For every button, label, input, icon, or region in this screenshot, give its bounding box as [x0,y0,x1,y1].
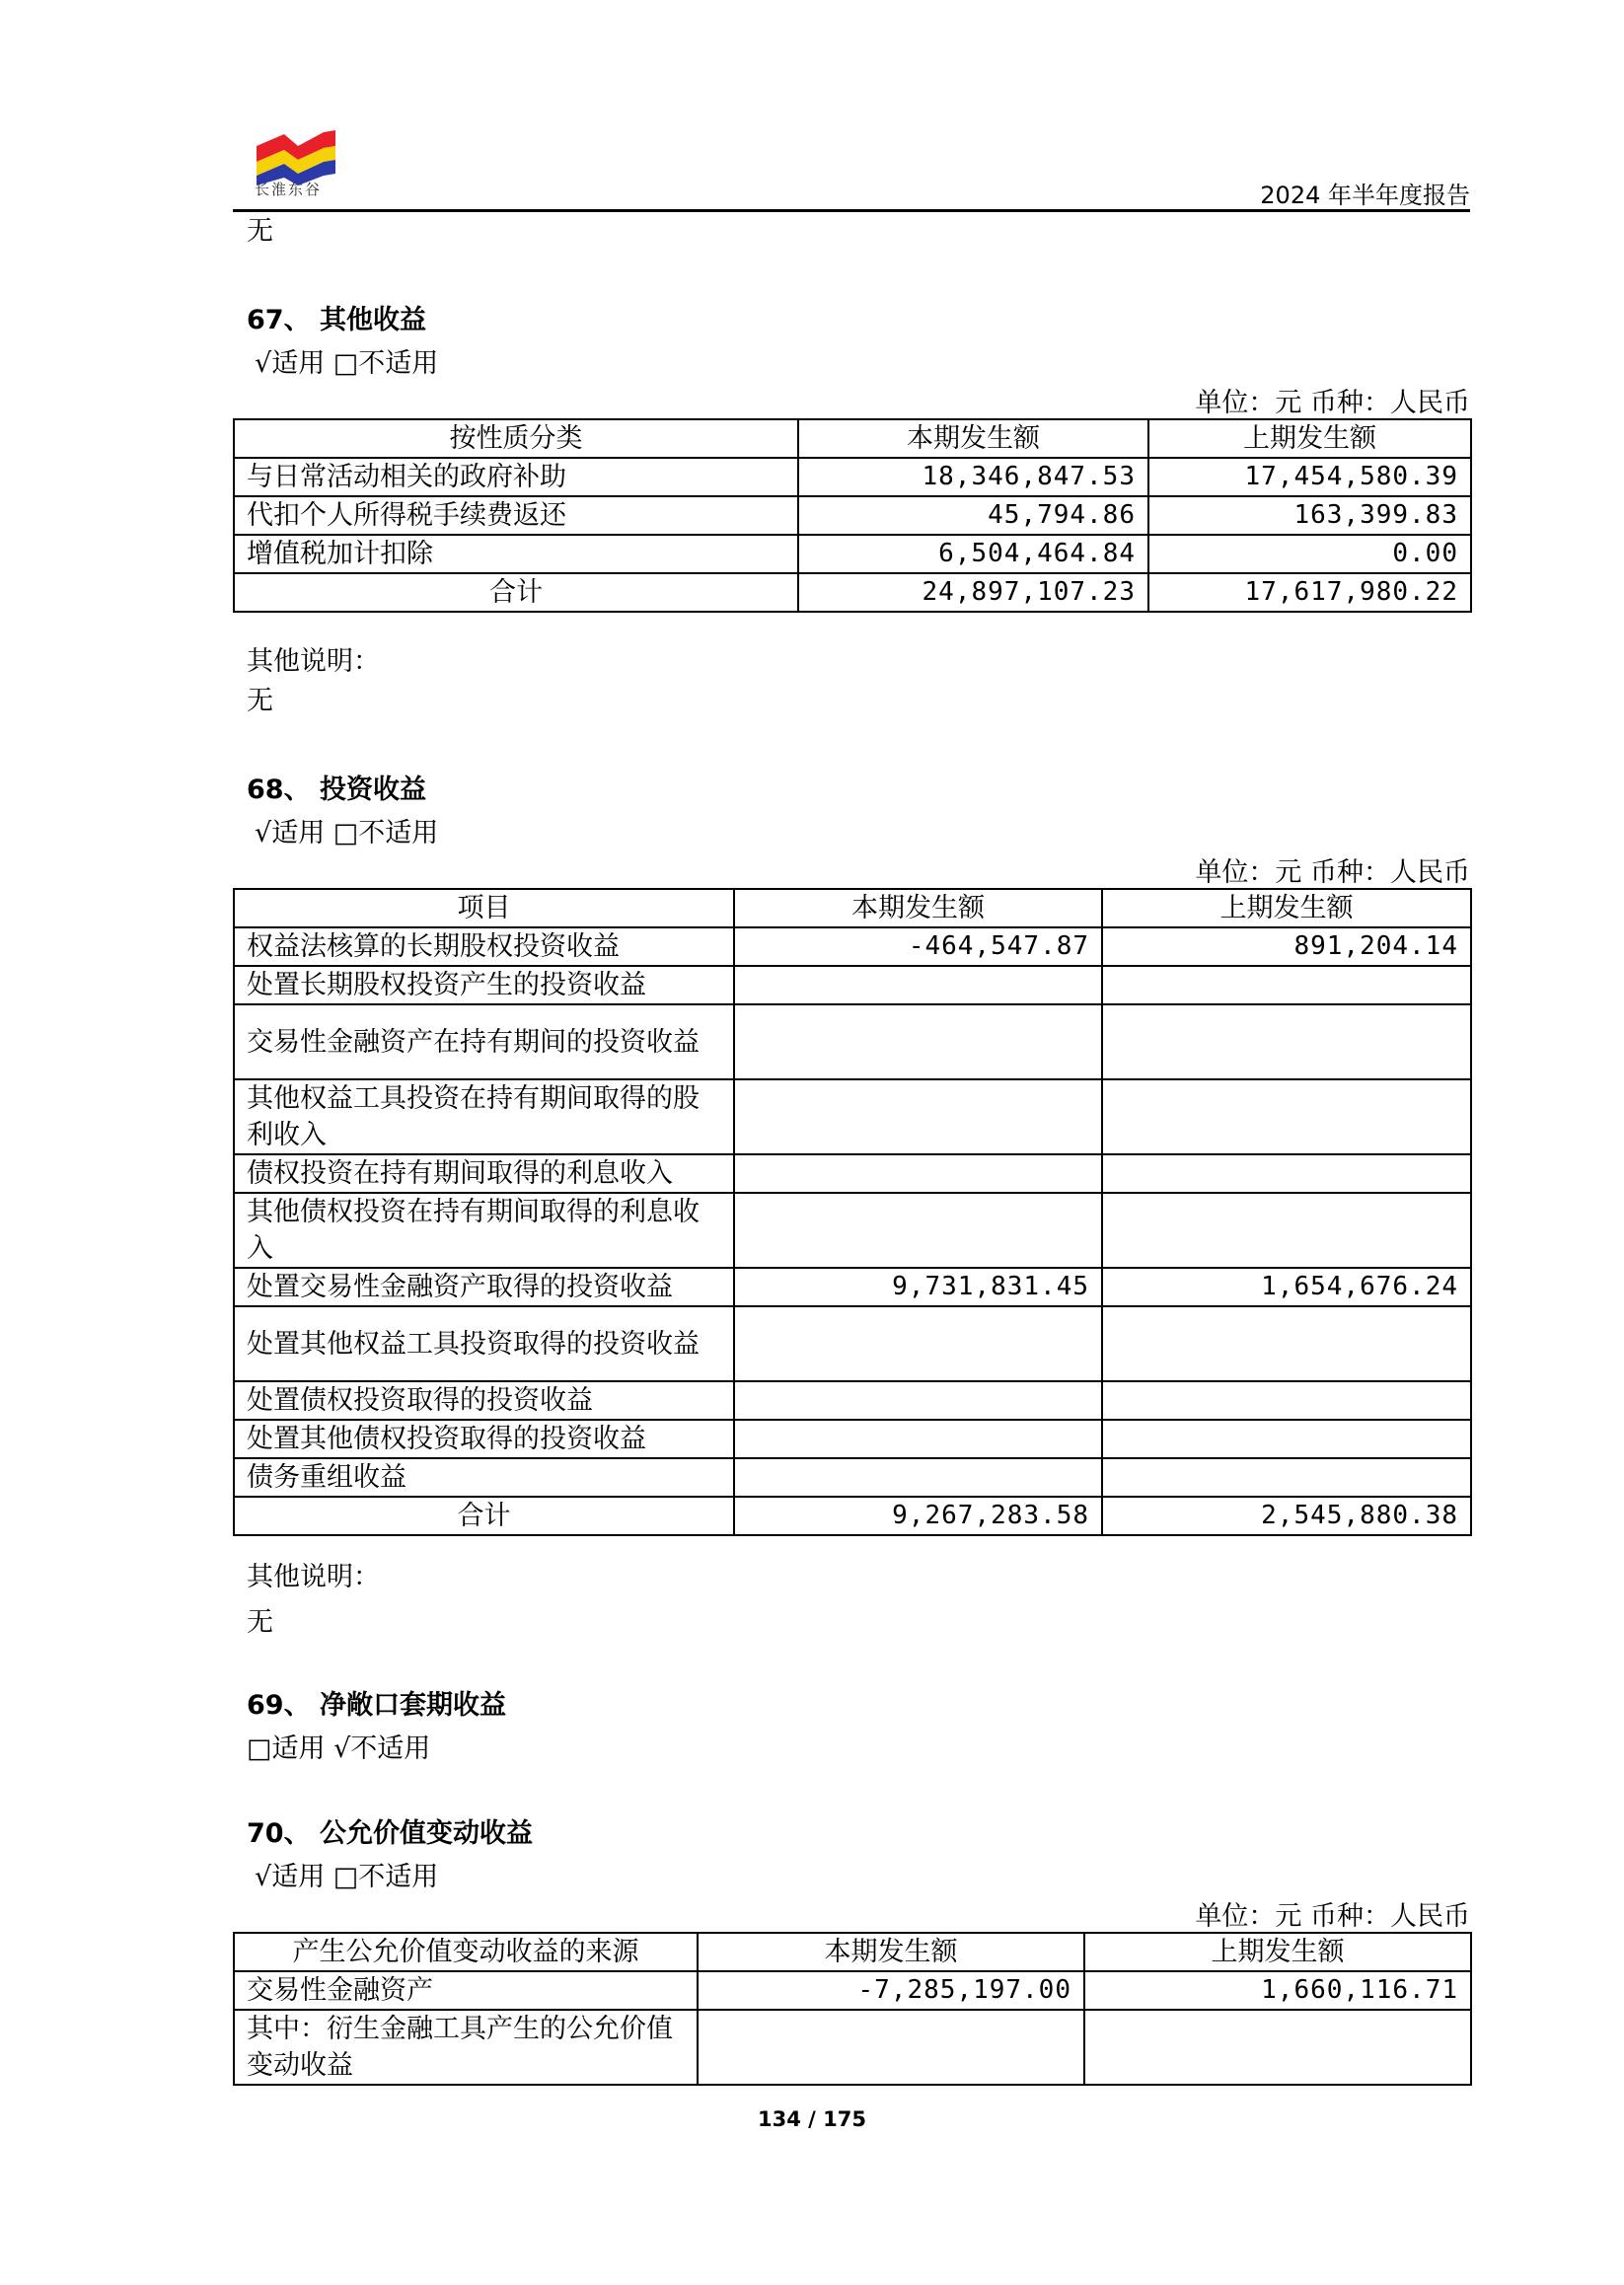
section-67-note-label: 其他说明： [247,646,380,677]
column-header: 按性质分类 [234,419,798,458]
row-label: 处置长期股权投资产生的投资收益 [234,966,734,1004]
current-amount: 6,504,464.84 [798,535,1148,573]
section-68-heading: 68、 投资收益 [247,774,426,805]
table-row [234,1458,1471,1497]
prior-amount: 17,617,980.22 [1148,573,1471,612]
table-row [234,927,1471,966]
table-row [234,1420,1471,1458]
row-label: 处置交易性金融资产取得的投资收益 [234,1268,734,1306]
column-header: 上期发生额 [1148,419,1471,458]
prior-amount: 1,660,116.71 [1084,1971,1471,2010]
current-amount: -7,285,197.00 [698,1971,1084,2010]
row-label: 其他债权投资在持有期间取得的利息收入 [234,1193,734,1268]
row-label: 与日常活动相关的政府补助 [234,458,798,496]
prior-amount [1102,1004,1471,1079]
table-row [234,1268,1471,1306]
table-header-row [234,419,1471,458]
section-67-applicable: √适用 □不适用 [255,348,439,379]
table-row [234,1193,1471,1268]
current-amount: 45,794.86 [798,496,1148,535]
current-amount: -464,547.87 [734,927,1102,966]
prior-amount [1102,1381,1471,1420]
report-title: 2024 年半年度报告 [1260,182,1470,209]
prior-amount: 0.00 [1148,535,1471,573]
intro-text: 无 [247,216,273,247]
row-label: 处置债权投资取得的投资收益 [234,1381,734,1420]
table-row [234,1381,1471,1420]
table-row [234,1971,1471,2010]
prior-amount: 1,654,676.24 [1102,1268,1471,1306]
prior-amount: 17,454,580.39 [1148,458,1471,496]
prior-amount [1102,1079,1471,1154]
row-label: 其他权益工具投资在持有期间取得的股利收入 [234,1079,734,1154]
investment-income-table [233,888,1472,1536]
column-header: 项目 [234,889,734,927]
column-header: 本期发生额 [798,419,1148,458]
current-amount: 9,267,283.58 [734,1497,1102,1535]
column-header: 上期发生额 [1102,889,1471,927]
row-label: 合计 [234,573,798,612]
row-label: 债权投资在持有期间取得的利息收入 [234,1154,734,1193]
current-amount [734,1306,1102,1381]
current-amount [734,1004,1102,1079]
page-number: 134 / 175 [758,2107,866,2131]
prior-amount: 163,399.83 [1148,496,1471,535]
table-row [234,458,1471,496]
section-68-unit: 单位：元 币种：人民币 [1195,857,1470,888]
prior-amount: 891,204.14 [1102,927,1471,966]
table-header-row [234,889,1471,927]
current-amount [734,1458,1102,1497]
table-row [234,1306,1471,1381]
column-header: 本期发生额 [698,1933,1084,1971]
header-divider [233,209,1470,212]
prior-amount [1102,1306,1471,1381]
section-68-note-text: 无 [247,1607,273,1638]
table-row [234,535,1471,573]
current-amount [698,2010,1084,2085]
row-label: 代扣个人所得税手续费返还 [234,496,798,535]
row-label: 增值税加计扣除 [234,535,798,573]
row-label: 处置其他权益工具投资取得的投资收益 [234,1306,734,1381]
prior-amount: 2,545,880.38 [1102,1497,1471,1535]
table-header-row [234,1933,1471,1971]
prior-amount [1084,2010,1471,2085]
section-70-applicable: √适用 □不适用 [255,1862,439,1892]
total-row [234,573,1471,612]
row-label: 交易性金融资产 [234,1971,698,2010]
row-label: 其中：衍生金融工具产生的公允价值变动收益 [234,2010,698,2085]
other-income-table [233,418,1472,613]
row-label: 债务重组收益 [234,1458,734,1497]
section-69-applicable: □适用 √不适用 [247,1733,431,1764]
current-amount: 18,346,847.53 [798,458,1148,496]
table-row [234,2010,1471,2085]
current-amount [734,1079,1102,1154]
current-amount: 9,731,831.45 [734,1268,1102,1306]
total-row [234,1497,1471,1535]
prior-amount [1102,1154,1471,1193]
prior-amount [1102,1458,1471,1497]
current-amount: 24,897,107.23 [798,573,1148,612]
row-label: 处置其他债权投资取得的投资收益 [234,1420,734,1458]
column-header: 本期发生额 [734,889,1102,927]
row-label: 交易性金融资产在持有期间的投资收益 [234,1004,734,1079]
section-70-heading: 70、 公允价值变动收益 [247,1818,533,1849]
section-67-unit: 单位：元 币种：人民币 [1195,388,1470,418]
section-67-note-text: 无 [247,686,273,716]
section-67-heading: 67、 其他收益 [247,305,426,335]
current-amount [734,1381,1102,1420]
row-label: 权益法核算的长期股权投资收益 [234,927,734,966]
table-row [234,496,1471,535]
row-label: 合计 [234,1497,734,1535]
section-68-note-label: 其他说明： [247,1562,380,1592]
current-amount [734,1193,1102,1268]
current-amount [734,1420,1102,1458]
fair-value-change-table [233,1932,1472,2086]
column-header: 产生公允价值变动收益的来源 [234,1933,698,1971]
prior-amount [1102,966,1471,1004]
table-row [234,966,1471,1004]
current-amount [734,966,1102,1004]
section-69-heading: 69、 净敞口套期收益 [247,1690,506,1721]
prior-amount [1102,1193,1471,1268]
current-amount [734,1154,1102,1193]
table-row [234,1154,1471,1193]
section-68-applicable: √适用 □不适用 [255,818,439,848]
section-70-unit: 单位：元 币种：人民币 [1195,1901,1470,1932]
table-row [234,1079,1471,1154]
table-row [234,1004,1471,1079]
prior-amount [1102,1420,1471,1458]
logo-text: 长淮东谷 [255,181,323,198]
column-header: 上期发生额 [1084,1933,1471,1971]
